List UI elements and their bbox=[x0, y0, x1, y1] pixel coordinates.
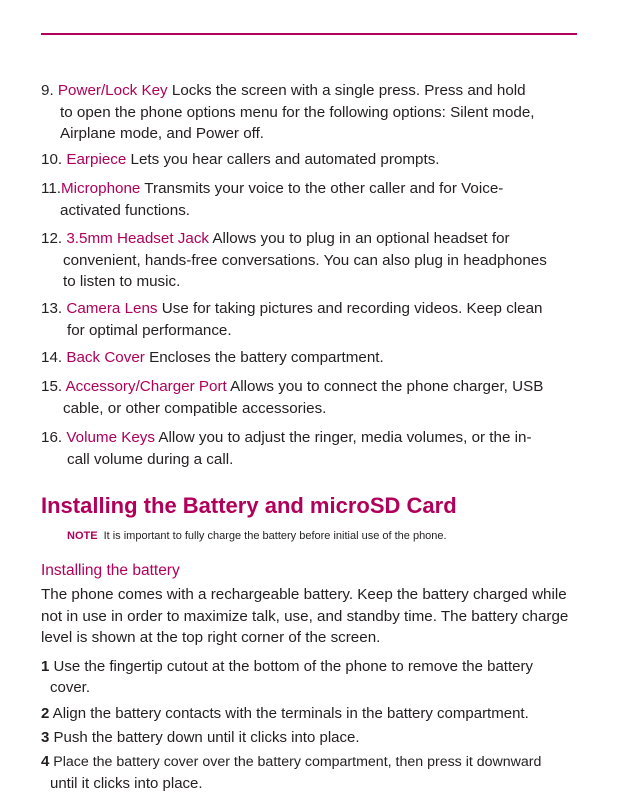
item-term: Accessory/Charger Port bbox=[65, 378, 227, 395]
item-desc-cont: for optimal performance. bbox=[67, 321, 232, 339]
intro-paragraph: The phone comes with a rechargeable battery. Keep the battery charged while not in use in order to maximize talk, use, and standby time. The battery charge level is shown at the top right corner of the screen. bbox=[41, 586, 569, 646]
item-desc: Lets you hear callers and automated prompts. bbox=[126, 151, 440, 168]
item-term: Power/Lock Key bbox=[57, 82, 168, 99]
step-item bbox=[41, 727, 586, 748]
list-item-back-cover bbox=[41, 347, 586, 369]
item-desc: Transmits your voice to the other caller and for Voice- bbox=[140, 180, 504, 197]
header-rule bbox=[41, 33, 577, 35]
item-term: Microphone bbox=[61, 180, 141, 197]
item-term: Camera Lens bbox=[66, 300, 158, 317]
list-item-earpiece bbox=[41, 149, 586, 171]
item-number: 10. bbox=[41, 151, 63, 168]
note bbox=[67, 528, 447, 544]
list-item-microphone bbox=[41, 178, 586, 221]
item-term: Earpiece bbox=[66, 151, 127, 168]
item-term: Volume Keys bbox=[66, 429, 155, 446]
list-item-headset-jack bbox=[41, 228, 586, 293]
item-number: 14. bbox=[41, 349, 63, 366]
subheading: Installing the battery bbox=[41, 562, 180, 579]
item-number: 9. bbox=[41, 82, 54, 99]
item-desc: Locks the screen with a single press. Press and hold bbox=[167, 82, 526, 99]
item-desc-cont: cable, or other compatible accessories. bbox=[63, 399, 327, 417]
item-desc-cont: activated functions. bbox=[60, 201, 191, 219]
note-label: NOTE bbox=[67, 530, 98, 542]
item-desc: Allow you to adjust the ringer, media volumes, or the in- bbox=[155, 429, 532, 446]
item-number: 11. bbox=[41, 180, 61, 197]
step-item bbox=[41, 703, 586, 724]
step-text: Push the battery down until it clicks into place. bbox=[49, 729, 360, 746]
step-item bbox=[41, 656, 586, 698]
step-text-cont: until it clicks into place. bbox=[50, 775, 203, 792]
item-term: Back Cover bbox=[66, 349, 145, 366]
step-text: Align the battery contacts with the terminals in the battery compartment. bbox=[49, 705, 529, 722]
item-number: 16. bbox=[41, 429, 63, 446]
item-desc: Allows you to plug in an optional headset for bbox=[209, 230, 510, 247]
item-desc: Encloses the battery compartment. bbox=[144, 349, 384, 366]
step-text: Place the battery cover over the battery compartment, then press it downward bbox=[49, 754, 542, 770]
step-number: 1 bbox=[41, 658, 50, 675]
item-desc-cont: to open the phone options menu for the following options: Silent mode, bbox=[60, 103, 535, 121]
list-item-power-lock-key bbox=[41, 80, 586, 145]
step-text: Use the fingertip cutout at the bottom of the phone to remove the battery bbox=[49, 658, 533, 675]
item-desc-cont: call volume during a call. bbox=[67, 450, 234, 468]
step-number: 2 bbox=[41, 705, 50, 722]
step-text-cont: cover. bbox=[50, 679, 91, 696]
step-number: 3 bbox=[41, 729, 50, 746]
list-item-camera-lens bbox=[41, 298, 586, 341]
item-number: 15. bbox=[41, 378, 63, 395]
item-desc-cont: convenient, hands-free conversations. You can also plug in headphones bbox=[63, 251, 547, 269]
item-desc: Use for taking pictures and recording videos. Keep clean bbox=[157, 300, 543, 317]
item-term: 3.5mm Headset Jack bbox=[66, 230, 210, 247]
step-item bbox=[41, 751, 586, 794]
list-item-volume-keys bbox=[41, 427, 586, 470]
item-number: 13. bbox=[41, 300, 63, 317]
section-heading: Installing the Battery and microSD Card bbox=[41, 493, 457, 518]
step-number: 4 bbox=[41, 753, 50, 770]
note-text: It is important to fully charge the battery before initial use of the phone. bbox=[103, 530, 447, 542]
item-number: 12. bbox=[41, 230, 63, 247]
item-desc-cont: Airplane mode, and Power off. bbox=[60, 125, 265, 142]
list-item-charger-port bbox=[41, 376, 586, 419]
item-desc-cont: to listen to music. bbox=[63, 273, 181, 290]
item-desc: Allows you to connect the phone charger, USB bbox=[226, 378, 544, 395]
